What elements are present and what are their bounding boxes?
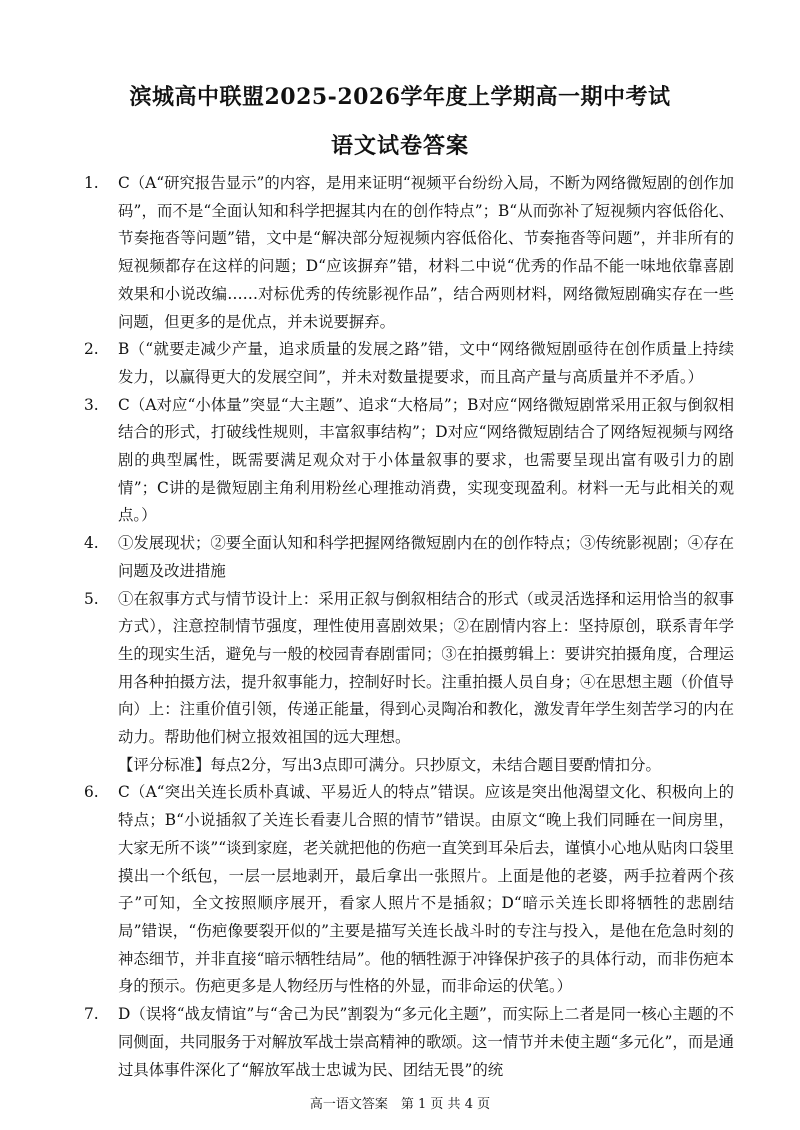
answer-text: C（A“研究报告显示”的内容，是用来证明“视频平台纷纷入局，不断为网络微短剧的创作加码”，而不是“全面认知和科学把握其内在的创作特点”；B“从而弥补了短视频内容低俗化、节奏拖沓等问题”错，文中是“解决部分短视频内容低俗化、节奏拖沓等问题”，并非所有的短视频都存在这样的问题；D“应该摒弃”错，材料二中说“优秀的作品不能一味地依靠喜剧效果和小说改编……对标优秀的传统影视作品”，结合两则材料，网络微短剧确实存在一些问题，但更多的是优点，并未说要摒弃。	[118, 174, 734, 331]
document-subtitle: 语文试卷答案	[330, 133, 469, 159]
answer-item-4	[84, 530, 734, 585]
answer-number: 5.	[84, 589, 99, 608]
answer-number: 4.	[84, 534, 99, 553]
answer-list	[84, 170, 734, 1084]
answer-item-2	[84, 336, 734, 391]
answer-number: 1.	[84, 174, 99, 192]
answer-text: C（A“突出关连长质朴真诚、平易近人的特点”错误。应该是突出他渴望文化、积极向上的特点；B“小说插叙了关连长看妻儿合照的情节”错误。由原文“晚上我们同睡在一间房里，大家无所不谈”“谈到家庭，老关就把他的伤疤一直笑到耳朵后去，谨慎小心地从贴肉口袋里摸出一个纸包，一层一层地剥开，最后拿出一张照片。上面是他的老婆，两手拉着两个孩子”可知，全文按照顺序展开，看家人照片不是插叙；D“暗示关连长即将牺牲的悲剧结局”错误，“伤疤像要裂开似的”主要是描写关连长战斗时的专注与投入，是他在危急时刻的神态细节，并非直接“暗示牺牲结局”。他的牺牲源于冲锋保护孩子的具体行动，而非伤疤本身的预示。伤疤更多是人物经历与性格的外显，而非命运的伏笔。）	[118, 783, 734, 996]
answer-item-1	[84, 170, 734, 336]
answer-number: 6.	[84, 783, 99, 802]
answer-text: B（“就要走减少产量，追求质量的发展之路”错，文中“网络微短剧亟待在创作质量上持续发力，以赢得更大的发展空间”，并未对数量提要求，而且高产量与高质量并不矛盾。）	[118, 340, 734, 386]
page-footer: 高一语文答案 第 1 页 共 4 页	[309, 1097, 491, 1112]
scoring-note: 【评分标准】每点2分，写出3点即可满分。只抄原文，未结合题目要酌情扣分。	[118, 755, 661, 774]
answer-number: 2.	[84, 340, 99, 359]
answer-text: C（A对应“小体量”突显“大主题”、追求“大格局”；B对应“网络微短剧常采用正叙与倒叙相结合的形式，打破线性规则，丰富叙事结构”；D对应“网络微短剧结合了网络短视频与网络剧的典型属性，既需要满足观众对于小体量叙事的要求，也需要呈现出富有吸引力的剧情”；C讲的是微短剧主角利用粉丝心理推动消费，实现变现盈利。材料一无与此相关的观点。）	[118, 395, 734, 525]
answer-number: 3.	[84, 395, 99, 414]
document-title: 滨城高中联盟2025-2026学年度上学期高一期中考试	[129, 84, 671, 110]
answer-item-5	[84, 586, 734, 752]
answer-item-6	[84, 779, 734, 1001]
answer-item-3	[84, 392, 734, 531]
answer-item-7	[84, 1001, 734, 1084]
answer-text: ①发展现状；②要全面认知和科学把握网络微短剧内在的创作特点；③传统影视剧；④存在问题及改进措施	[118, 534, 734, 580]
answer-text: ①在叙事方式与情节设计上：采用正叙与倒叙相结合的形式（或灵活选择和运用恰当的叙事方式），注意控制情节强度，理性使用喜剧效果；②在剧情内容上：坚持原创，联系青年学生的现实生活，避免与一般的校园青春剧雷同；③在拍摄剪辑上：要讲究拍摄角度，合理运用各种拍摄方法，提升叙事能力，控制好时长。注重拍摄人员自身；④在思想主题（价值导向）上：注重价值引领，传递正能量，得到心灵陶冶和教化，激发青年学生刻苦学习的内在动力。帮助他们树立报效祖国的远大理想。	[118, 589, 734, 747]
answer-number: 7.	[84, 1005, 99, 1024]
answer-text: D（误将“战友情谊”与“舍己为民”割裂为“多元化主题”，而实际上二者是同一核心主题的不同侧面，共同服务于对解放军战士崇高精神的歌颂。这一情节并未使主题“多元化”，而是通过具体事件深化了“解放军战士忠诚为民、团结无畏”的统	[118, 1005, 734, 1079]
